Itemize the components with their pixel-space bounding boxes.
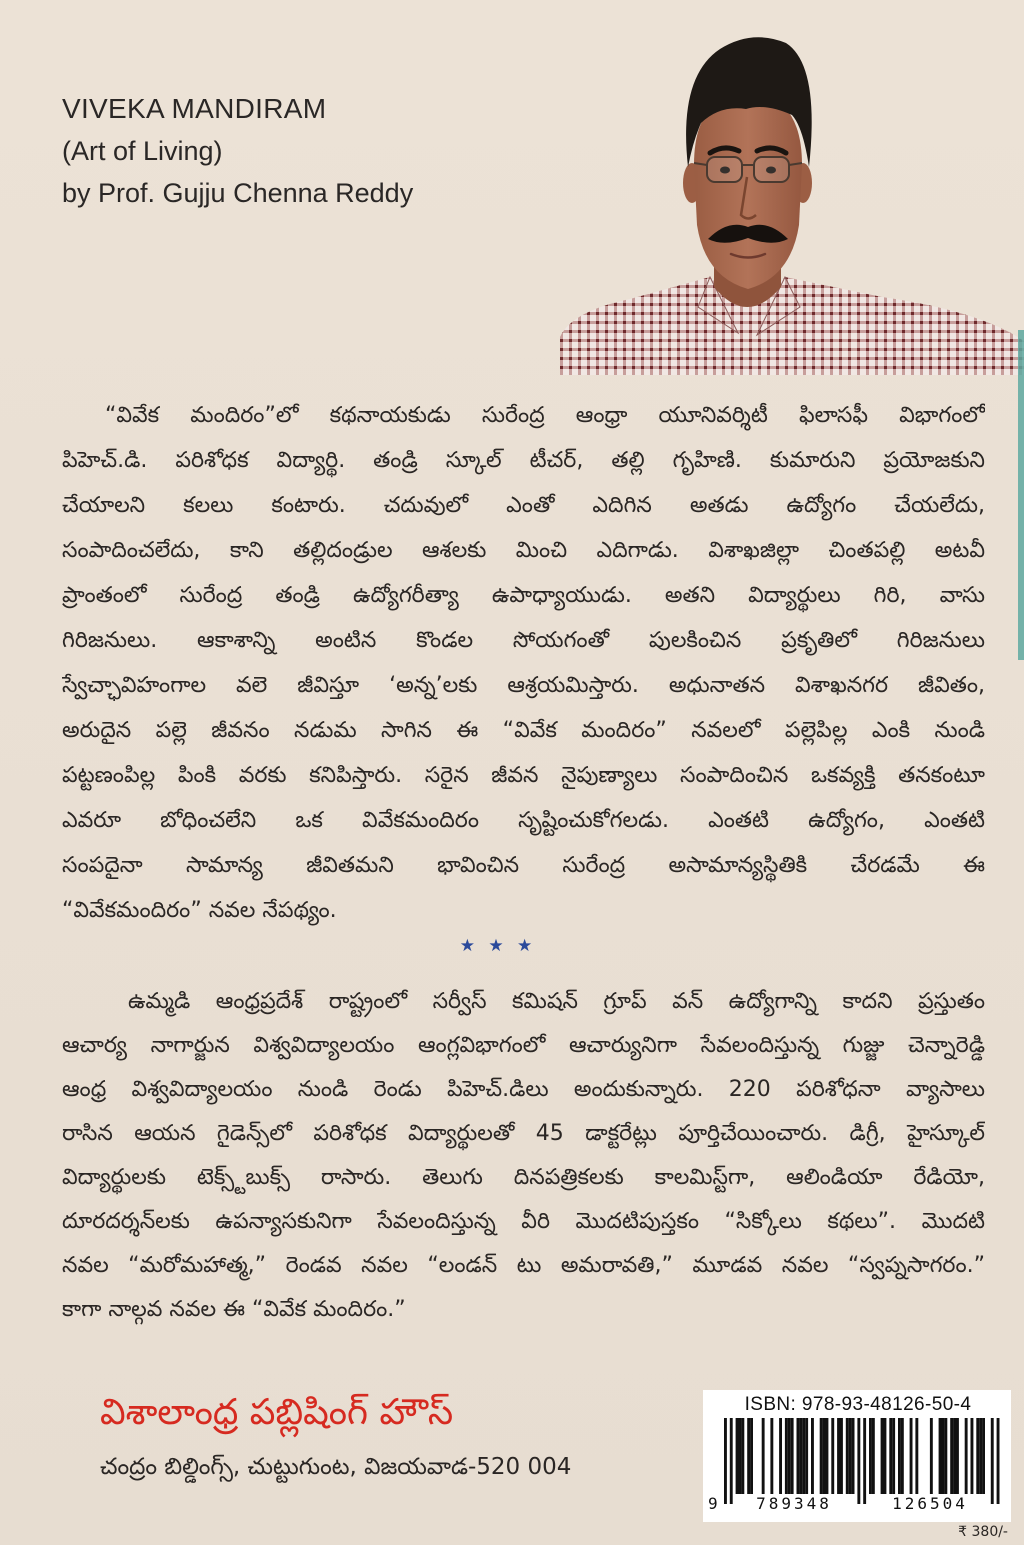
barcode-bar	[852, 1418, 855, 1494]
barcode-bar	[724, 1418, 727, 1504]
author-shirt	[560, 277, 1024, 375]
barcode-bar	[956, 1418, 959, 1494]
barcode-bar	[805, 1418, 808, 1494]
barcode-bar	[869, 1418, 872, 1494]
barcode-bar	[942, 1418, 945, 1494]
book-subtitle: (Art of Living)	[62, 136, 223, 166]
author-photo	[560, 15, 1024, 375]
synopsis-paragraph	[62, 393, 985, 933]
about-author-line: ఆంధ్ర విశ్వవిద్యాలయం నుండి రెండు పిహెచ్.డిలు అందుకున్నారు. 220 పరిశోధనా వ్యాసాలు	[62, 1077, 985, 1102]
barcode-bar	[997, 1418, 1000, 1504]
barcode-bar	[730, 1418, 733, 1504]
barcode-bar	[944, 1418, 947, 1494]
barcode-bar	[881, 1418, 884, 1494]
barcode-bar	[846, 1418, 849, 1494]
author-face	[694, 93, 802, 289]
barcode-bar	[965, 1418, 968, 1494]
synopsis-line: చేయాలని కలలు కంటారు. చదువులో ఎంతో ఎదిగిన అతడు ఉద్యోగం చేయలేదు,	[62, 493, 985, 518]
isbn-barcode	[703, 1390, 1011, 1522]
barcode-bar	[811, 1418, 814, 1494]
isbn-label: ISBN: 978-93-48126-50-4	[744, 1394, 972, 1415]
barcode-bar	[884, 1418, 887, 1494]
barcode-bar	[785, 1418, 788, 1494]
barcode-bar	[863, 1418, 866, 1504]
barcode-bar	[820, 1418, 823, 1494]
price: ₹ 380/-	[958, 1524, 1008, 1540]
barcode-bar	[872, 1418, 875, 1494]
barcode-bar	[802, 1418, 805, 1494]
synopsis-line: “వివేకమందిరం” నవల నేపథ్యం.	[62, 898, 337, 923]
synopsis-line: “వివేక మందిరం”లో కథనాయకుడు సురేంద్ర ఆంధ్రా యూనివర్శిటీ ఫిలాసఫీ విభాగంలో	[105, 403, 985, 428]
barcode-bar	[747, 1418, 750, 1494]
barcode-bar	[788, 1418, 791, 1494]
barcode-bar	[741, 1418, 744, 1494]
synopsis-line: ఎవరూ బోధించలేని ఒక వివేకమందిరం సృష్టించుకోగలడు. ఎంతటి ఉద్యోగం, ఎంతటి	[62, 808, 985, 833]
barcode-bar	[736, 1418, 739, 1494]
synopsis-line: పట్టణంపిల్ల పింకి వరకు కనిపిస్తారు. సరైన జీవన నైపుణ్యాలు సంపాదించిన ఒకవ్యక్తి తనకంటూ	[62, 763, 985, 788]
about-author-line: నవల “మరోమహాత్మ,” రెండవ నవల “లండన్ టు అమరావతి,” మూడవ నవల “స్వప్నసాగరం.”	[62, 1253, 985, 1278]
barcode-bar	[823, 1418, 826, 1494]
book-title: VIVEKA MANDIRAM	[62, 93, 327, 124]
barcode-bar	[930, 1418, 933, 1494]
barcode-bar	[976, 1418, 979, 1494]
synopsis-line: ప్రాంతంలో సురేంద్ర తండ్రి ఉద్యోగరీత్యా ఉపాధ్యాయుడు. అతని విద్యార్థులు గిరి, వాసు	[62, 583, 985, 608]
barcode-bar	[950, 1418, 953, 1494]
barcode-bar	[892, 1418, 895, 1494]
barcode-bar	[826, 1418, 829, 1494]
barcode-bar	[791, 1418, 794, 1494]
about-author-line: విద్యార్థులకు టెక్స్ట్‌బుక్స్ రాసారు. తెలుగు దినపత్రికలకు కాలమిస్ట్‌గా, ఆలిండియా రేడియో,	[62, 1165, 985, 1190]
section-separator-stars: ★ ★ ★	[459, 936, 537, 956]
book-byline: by Prof. Gujju Chenna Reddy	[62, 178, 414, 208]
synopsis-line: సంపదైనా సామాన్య జీవితమని భావించిన సురేంద్ర అసామాన్యస్థితికి చేరడమే ఈ	[62, 853, 985, 878]
barcode-bar	[910, 1418, 913, 1494]
barcode-bar	[901, 1418, 904, 1494]
barcode-bar	[779, 1418, 782, 1494]
barcode-bar	[799, 1418, 802, 1494]
barcode-bar	[840, 1418, 843, 1494]
synopsis-line: స్వేచ్ఛావిహంగాల వలె జీవిస్తూ ‘అన్న’లకు ఆశ్రయమిస్తారు. అధునాతన విశాఖనగర జీవితం,	[62, 673, 985, 698]
publisher-name: విశాలాంధ్ర పబ్లిషింగ్ హౌస్	[100, 1392, 454, 1433]
publisher-address: చంద్రం బిల్డింగ్స్, చుట్టుగుంట, విజయవాడ-520 004	[100, 1454, 572, 1480]
spine-edge	[1018, 330, 1024, 660]
barcode-bar	[915, 1418, 918, 1494]
about-author-line: ఆచార్య నాగార్జున విశ్వవిద్యాలయం ఆంగ్లవిభాగంలో ఆచార్యునిగా సేవలందిస్తున్న గుజ్జు చెన్నారెడ్డి	[62, 1033, 985, 1058]
title-block	[62, 88, 542, 214]
about-author-line: రాసిన ఆయన గైడెన్స్‌లో పరిశోధక విద్యార్థులతో 45 డాక్టరేట్లు పూర్తిచేయించారు. డిగ్రీ, హైస్కూల్	[62, 1121, 985, 1146]
barcode-bar	[797, 1418, 800, 1494]
synopsis-line: అరుదైన పల్లె జీవనం నడుమ సాగిన ఈ “వివేక మందిరం” నవలలో పల్లెపిల్ల ఎంకి నుండి	[62, 718, 985, 743]
synopsis-line: గిరిజనులు. ఆకాశాన్ని అంటిన కొండల సోయగంతో పులకించిన ప్రకృతిలో గిరిజనులు	[62, 628, 985, 653]
about-author-line: దూరదర్శన్‌లకు ఉపన్యాసకునిగా సేవలందిస్తున్న వీరి మొదటిపుస్తకం “సిక్కోలు కథలు”. మొదటి	[62, 1209, 985, 1234]
synopsis-line: సంపాదించలేదు, కాని తల్లిదండ్రుల ఆశలకు మించి ఎదిగాడు. విశాఖజిల్లా చింతపల్లి అటవీ	[62, 538, 985, 563]
barcode-bar	[953, 1418, 956, 1494]
barcode-bar	[831, 1418, 834, 1494]
barcode-bar	[991, 1418, 994, 1504]
barcode-bar	[889, 1418, 892, 1494]
barcode-digits-lead: 9	[708, 1494, 718, 1513]
about-author-line: ఉమ్మడి ఆంధ్రప్రదేశ్ రాష్ట్రంలో సర్వీస్ కమిషన్ గ్రూప్ వన్ ఉద్యోగాన్ని కాదని ప్రస్తుతం	[128, 989, 985, 1014]
barcode-bar	[898, 1418, 901, 1494]
barcode-bar	[837, 1418, 840, 1494]
about-author-line: కాగా నాల్గవ నవల ఈ “వివేక మందిరం.”	[62, 1297, 406, 1322]
barcode-bar	[857, 1418, 860, 1504]
barcode-bar	[939, 1418, 942, 1494]
synopsis-line: పిహెచ్.డి. పరిశోధక విద్యార్థి. తండ్రి స్కూల్ టీచర్, తల్లి గృహిణి. కుమారుని ప్రయోజకుని	[62, 448, 985, 473]
barcode-digits-left: 789348	[756, 1494, 832, 1513]
barcode-bar	[849, 1418, 852, 1494]
barcode-bar	[971, 1418, 974, 1494]
barcode-digits-right: 126504	[892, 1494, 968, 1513]
barcode-bar	[762, 1418, 765, 1494]
barcode-bar	[982, 1418, 985, 1494]
barcode-bar	[979, 1418, 982, 1494]
barcode-bar	[750, 1418, 753, 1494]
barcode-bar	[770, 1418, 773, 1494]
about-author-paragraph	[62, 980, 985, 1332]
barcode-bar	[739, 1418, 742, 1494]
